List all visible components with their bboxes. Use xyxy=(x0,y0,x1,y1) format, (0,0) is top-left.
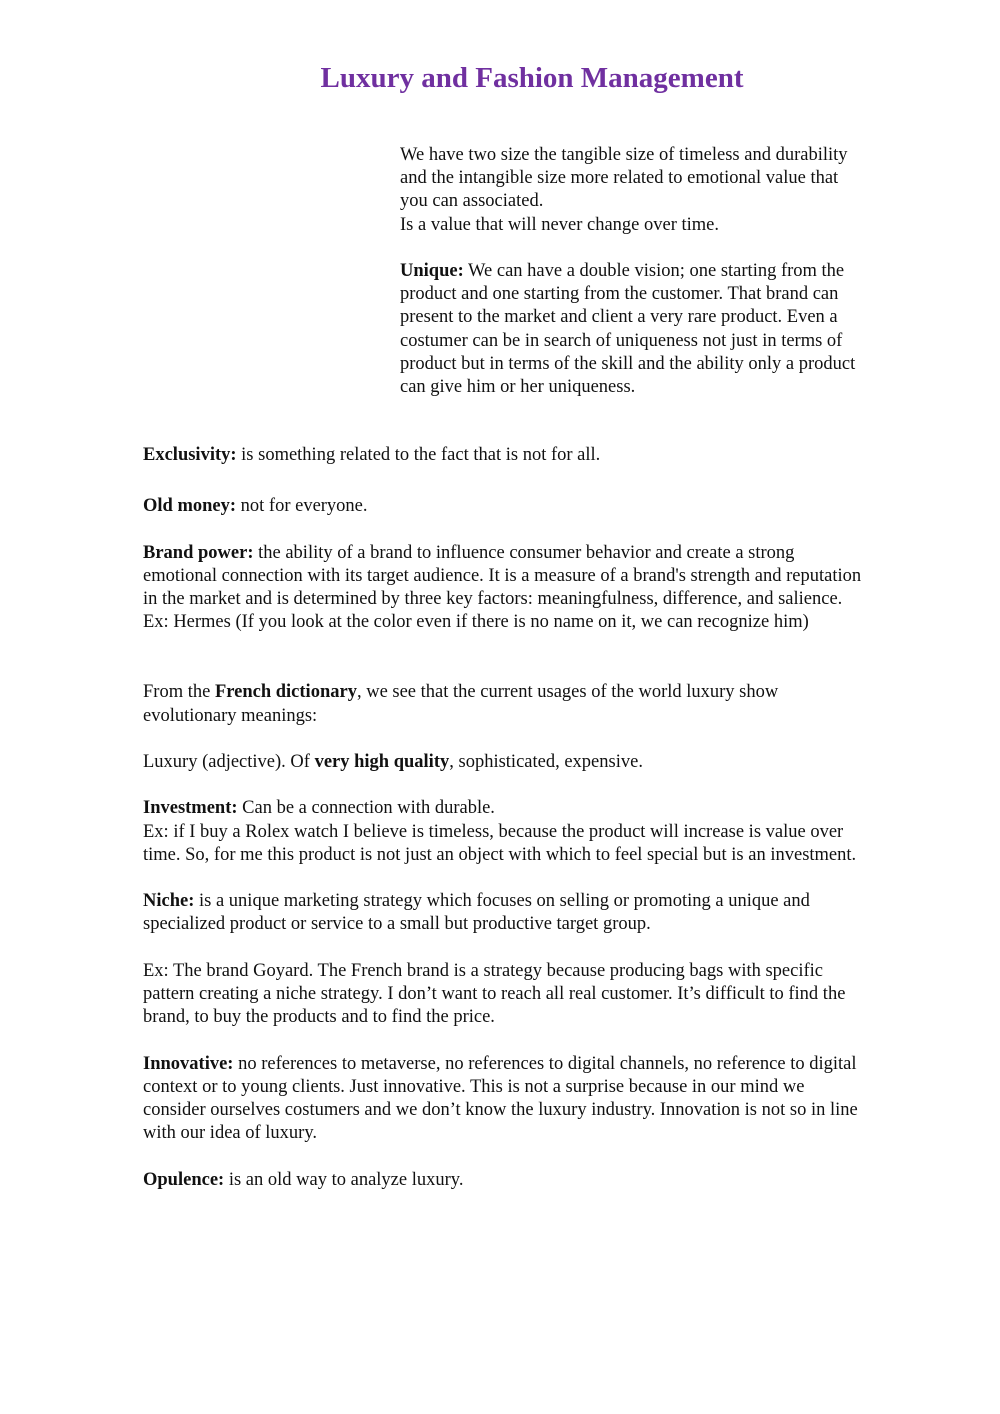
investment-text: Can be a connection with durable. xyxy=(237,798,495,819)
exclusivity-text: is something related to the fact that is not for all. xyxy=(236,445,601,465)
innovative-text: no references to metaverse, no references to digital channels, no reference to digital context or to young clients. Just innovative. This is not a surprise because in our mind we consider ourselves costumers and we don’t know the luxury industry. Innovation is not so in line with our idea of luxury. xyxy=(143,1053,858,1144)
unique-text: We can have a double vision; one starting from the product and one starting from the customer. That brand can present to the market and client a very rare product. Even a costumer can be in search of uniqueness not just in terms of product but in terms of the skill and the ability only a product can give him or her uniqueness. xyxy=(400,261,856,398)
niche-example-paragraph: Ex: The brand Goyard. The French brand is a strategy because producing bags with specific pattern creating a niche strategy. I don’t want to reach all real customer. It’s difficult to find the brand, to buy the products and to find the price. xyxy=(143,960,846,1028)
investment-example: Ex: if I buy a Rolex watch I believe is timeless, because the product will increase is value over time. So, for me this product is not just an object with which to feel special but is an investment. xyxy=(143,821,857,865)
brand-power-text: the ability of a brand to influence consumer behavior and create a strong emotional connection with its target audience. It is a measure of a brand's strength and reputation in the market and is determined by three key factors: meaningfulness, difference, and salience. xyxy=(143,542,862,609)
niche-text: is a unique marketing strategy which focuses on selling or promoting a unique and specialized product or service to a small but productive target group. xyxy=(143,891,810,935)
french-dictionary-before: From the xyxy=(143,682,215,703)
opulence-term: Opulence: xyxy=(143,1169,225,1190)
intro-line-2: Is a value that will never change over time. xyxy=(400,214,719,235)
old-money-paragraph xyxy=(143,495,863,518)
intro-paragraph xyxy=(400,144,870,237)
french-dictionary-bold: French dictionary xyxy=(214,682,357,703)
brand-power-term: Brand power: xyxy=(143,542,254,563)
french-dictionary-after: , we see that the current usages of the world luxury show evolutionary meanings: xyxy=(143,682,779,726)
investment-term: Investment: xyxy=(143,798,238,819)
main-column xyxy=(143,444,863,1192)
niche-paragraph xyxy=(143,890,863,936)
unique-term: Unique: xyxy=(400,261,464,281)
brand-power-example: Ex: Hermes (If you look at the color even if there is no name on it, we can recognize him) xyxy=(143,612,809,633)
document-title: Luxury and Fashion Management xyxy=(320,62,744,94)
old-money-term: Old money: xyxy=(143,496,237,517)
luxury-adjective-paragraph xyxy=(143,751,863,774)
exclusivity-term: Exclusivity: xyxy=(143,445,237,465)
luxury-adjective-before: Luxury (adjective). Of xyxy=(143,752,315,772)
intro-column xyxy=(400,144,870,399)
opulence-text: is an old way to analyze luxury. xyxy=(224,1169,464,1190)
brand-power-paragraph xyxy=(143,542,863,635)
intro-line-1: We have two size the tangible size of timeless and durability and the intangible size more related to emotional value that you can associated. xyxy=(400,145,848,212)
innovative-term: Innovative: xyxy=(143,1053,234,1074)
exclusivity-paragraph xyxy=(143,444,863,467)
niche-term: Niche: xyxy=(143,891,195,912)
investment-paragraph xyxy=(143,797,863,867)
luxury-adjective-after: , sophisticated, expensive. xyxy=(449,752,643,772)
unique-paragraph xyxy=(400,260,870,399)
opulence-paragraph xyxy=(143,1169,863,1192)
old-money-text: not for everyone. xyxy=(236,496,368,517)
innovative-paragraph xyxy=(143,1053,863,1146)
french-dictionary-paragraph xyxy=(143,681,863,727)
luxury-adjective-bold: very high quality xyxy=(314,752,450,772)
